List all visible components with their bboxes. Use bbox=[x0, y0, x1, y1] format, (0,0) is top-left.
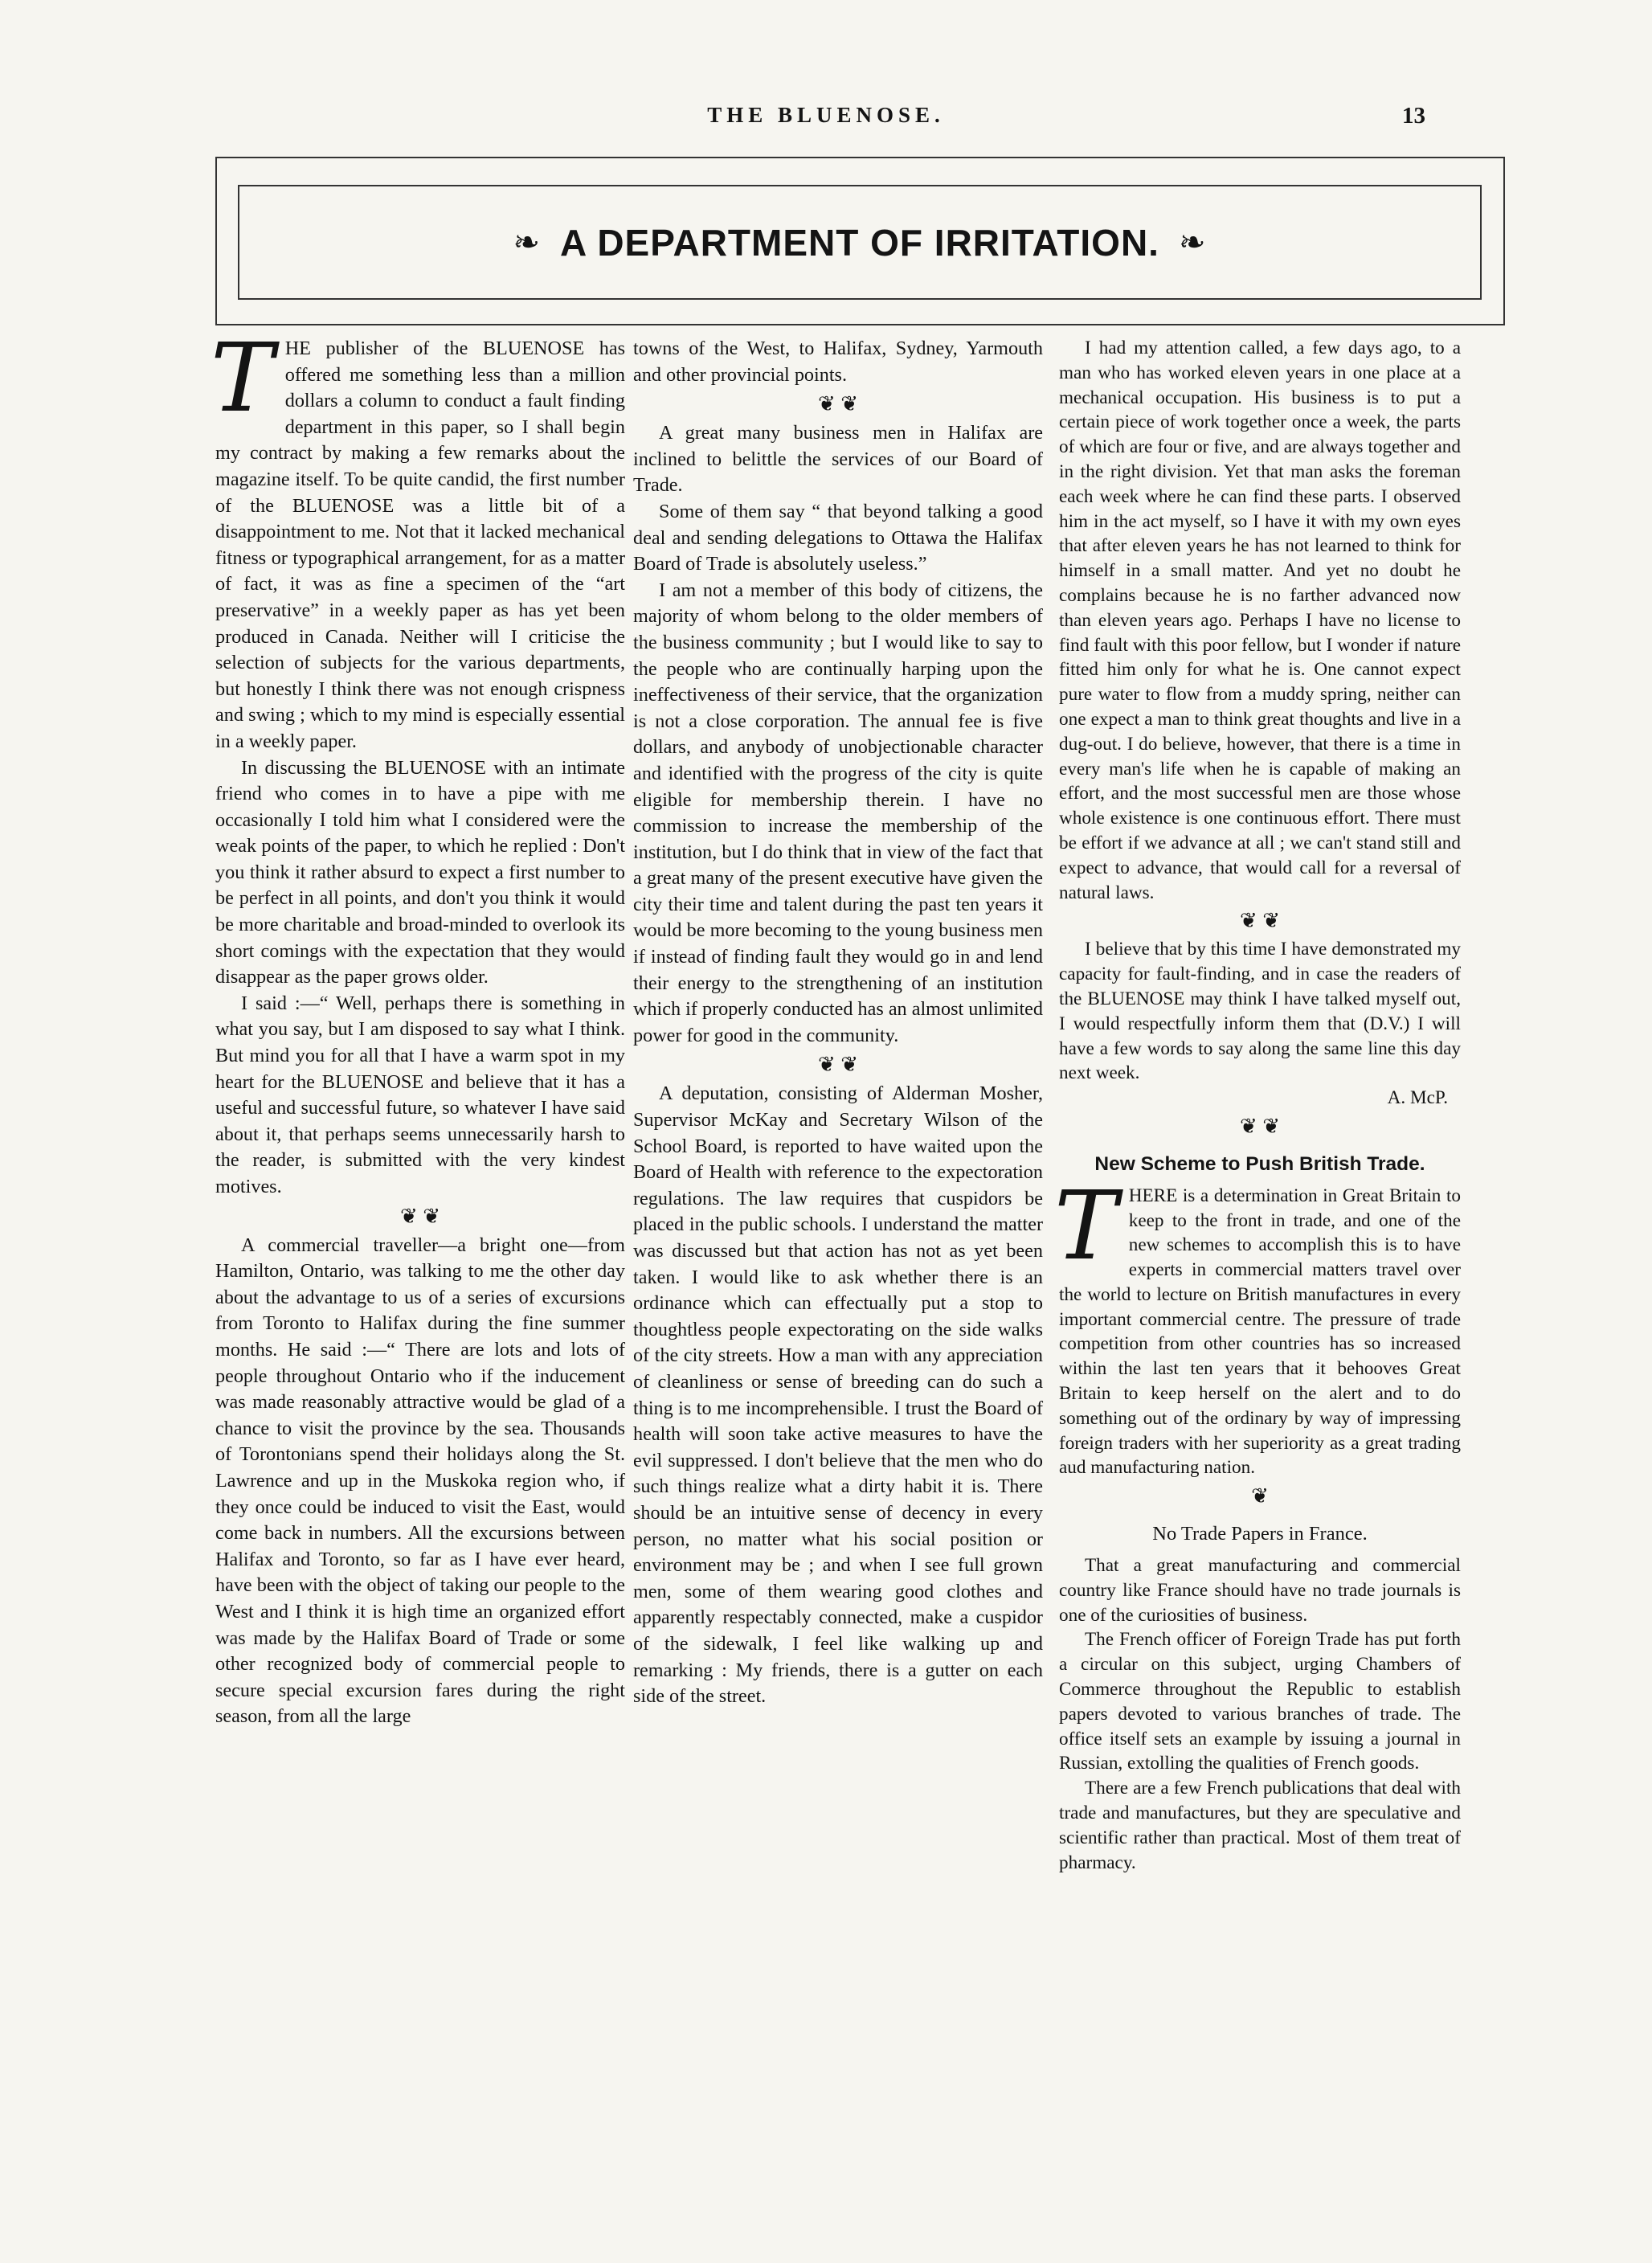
paragraph-text: HE publisher of the BLUENOSE has offered me something less than a million dollars a column to conduct a fault finding department in this paper, so I shall begin my contract by making a few remarks about the magazine itself. To be quite candid, the first number of the BLUENOSE was a little bit of a disappointment to me. Not that it lacked mechanical fitness or typographical arrangement, for as a matter of fact, it was as fine a specimen of the “art preservative” in a weekly paper as has yet been produced in Canada. Neither will I criticise the selection of subjects for the various departments, but honestly I think there was not enough crispness and swing ; which to my mind is especially essential in a weekly paper. bbox=[215, 338, 625, 752]
paragraph bbox=[211, 322, 625, 755]
section-separator-icon: ❦ ❦ bbox=[1239, 1114, 1281, 1138]
drop-cap: T bbox=[1054, 1169, 1118, 1281]
fleuron-left-icon: ❧ bbox=[513, 224, 542, 260]
paragraph: A commercial traveller—a bright one—from Hamilton, Ontario, was talking to me the other day about the advantage to us of a series of excursions from Toronto to Halifax during the fine summer months. He said :—“ There are lots and lots of people throughout Ontario who if the inducement was made reasonably attractive would be glad of a chance to visit the province by the sea. Thousands of Torontonians spend their holidays along the St. Lawrence and up in the Muskoka region who, if they once could be induced to visit the East, would come back in numbers. All the excursions between Halifax and Toronto, so far as I have ever heard, have been with the object of taking our people to the West and I think it is high time an organized effort was made by the Halifax Board of Trade or some other recognized body of commercial people to secure special excursion fares during the right season, from all the large bbox=[215, 1234, 625, 1728]
author-signature: A. McP. bbox=[1387, 1087, 1448, 1109]
paragraph-text: HERE is a determination in Great Britain to keep to the front in trade, and one of the new schemes to accomplish this is to have experts in commercial matters travel over the world to lecture on British manufactures in every important commercial centre. The pressure of trade competition from other countries has so increased within the last ten years that it behooves Great Britain to keep herself on the alert and to do something out of the ordinary by way of impressing foreign traders with her superiority as a great trading aud manufacturing nation. bbox=[1059, 1185, 1461, 1479]
paragraph: I believe that by this time I have demonstrated my capacity for fault-finding, and in case the readers of the BLUENOSE may think I have talked myself out, I would respectfully inform them that (D.V.) I will have a few words to say along the same line this day next week. bbox=[1059, 939, 1461, 1084]
paragraph: Some of them say “ that beyond talking a good deal and sending delegations to Ottawa the Halifax Board of Trade is absolutely useless.” bbox=[633, 500, 1043, 575]
paragraph: There are a few French publications that deal with trade and manufactures, but they are speculative and scientific rather than practical. Most of them treat of pharmacy. bbox=[1059, 1778, 1461, 1873]
paragraph: I said :—“ Well, perhaps there is something in what you say, but I am disposed to say what I think. But mind you for all that I have a warm spot in my heart for the BLUENOSE and believe that it has a useful and successful future, so whatever I have said about it, that perhaps seems unnecessarily harsh to the reader, is submitted with the very kindest motives. bbox=[215, 992, 625, 1197]
title-frame-inner bbox=[238, 185, 1482, 300]
paragraph: The French officer of Foreign Trade has put forth a circular on this subject, urging Chambers of Commerce throughout the Republic to establish papers devoted to various branches of trade. The office itself sets an example by issuing a journal in Russian, extolling the qualities of French goods. bbox=[1059, 1629, 1461, 1774]
department-title bbox=[513, 221, 1207, 264]
column-2 bbox=[633, 336, 1043, 1710]
article-heading: No Trade Papers in France. bbox=[1152, 1523, 1368, 1545]
column-3 bbox=[1054, 336, 1461, 1875]
publication-title: THE BLUENOSE. bbox=[707, 103, 945, 127]
paragraph bbox=[1054, 1169, 1461, 1481]
paragraph: I am not a member of this body of citizens, the majority of whom belong to the older members of the business community ; but I would like to say to the people who are continually harping upon the ineffectiveness of their service, that the organization is not a close corporation. The annual fee is five dollars, and anybody of unobjectionable character and identified with the progress of the city is quite eligible for membership therein. I have no commission to increase the membership of the institution, but I do think that in view of the fact that a great many of the present executive have given the city their time and talent during the past ten years it would be more becoming to the young business men if instead of finding fault they would go in and lend their energy to the strengthening of an institution which if properly conducted has an almost unlimited power for good in the community. bbox=[633, 579, 1043, 1046]
fleuron-right-icon: ❧ bbox=[1178, 224, 1207, 260]
section-separator-icon: ❦ ❦ bbox=[817, 392, 859, 416]
section-separator-icon: ❦ ❦ bbox=[1239, 909, 1281, 933]
paragraph: In discussing the BLUENOSE with an intimate friend who comes in to have a pipe with me occasionally I told him what I considered were the weak points of the paper, to which he replied : Don't you think it rather absurd to expect a first number to be perfect in all points, and don't you think it would be more charitable and broad-minded to overlook its short comings with the expectation that they would disappear as the paper grows older. bbox=[215, 756, 625, 988]
section-separator-icon: ❦ bbox=[1251, 1484, 1269, 1508]
article-heading: New Scheme to Push British Trade. bbox=[1094, 1152, 1425, 1175]
paragraph: I had my attention called, a few days ago, to a man who has worked eleven years in one place at a mechanical occupation. His business is to put a certain piece of work together once a week, the parts of which are four or five, and are always together and in the right division. Yet that man asks the foreman each week where he can find these parts. I observed him in the act myself, so I have it with my own eyes that after eleven years he has not learned to think for himself in a small matter. And yet no doubt he complains because he is no farther advanced now than eleven years ago. Perhaps I have no license to find fault with this poor fellow, but I wonder if nature fitted him only for what he is. One cannot expect pure water to flow from a muddy spring, neither can one expect a man to think great thoughts and live in a dug-out. I do believe, however, that there is a time in every man's life when he is capable of making an effort, and the most successful men are those whose whole existence is one continuous effort. There must be effort if we advance at all ; we can't stand still and expect to advance, that would call for a reversal of natural laws. bbox=[1059, 338, 1461, 903]
department-title-text: A DEPARTMENT OF IRRITATION. bbox=[560, 221, 1159, 264]
column-1 bbox=[211, 322, 625, 1730]
paragraph: That a great manufacturing and commercial country like France should have no trade journals is one of the curiosities of business. bbox=[1059, 1555, 1461, 1626]
running-head bbox=[0, 103, 1652, 143]
drop-cap: T bbox=[211, 322, 274, 433]
page-number: 13 bbox=[1402, 103, 1425, 129]
section-separator-icon: ❦ ❦ bbox=[817, 1053, 859, 1077]
paragraph: towns of the West, to Halifax, Sydney, Yarmouth and other provincial points. bbox=[633, 338, 1043, 386]
paragraph: A great many business men in Halifax are inclined to belittle the services of our Board of Trade. bbox=[633, 422, 1043, 497]
section-separator-icon: ❦ ❦ bbox=[399, 1204, 441, 1228]
paragraph: A deputation, consisting of Alderman Mosher, Supervisor McKay and Secretary Wilson of the School Board, is reported to have waited upon the Board of Health with reference to the expectoration regulations. The law requires that cuspidors be placed in the public schools. I understand the matter was discussed but that action has not as yet been taken. I would like to ask whether there is an ordinance which can effectually put a stop to thoughtless people expectorating on the side walks of the city streets. How a man with any appreciation of cleanliness or sense of breeding can do such a thing is to me incomprehensible. I trust the Board of health will soon take active measures to have the evil suppressed. I don't believe that the men who do such things realize what a dirty habit it is. There should be an intuitive sense of decency in every person, no matter what his social position or environment may be ; and when I see full grown men, some of them wearing good clothes and apparently respectably connected, make a cuspidor of the sidewalk, I feel like walking up and remarking : My friends, there is a gutter on each side of the street. bbox=[633, 1082, 1043, 1708]
